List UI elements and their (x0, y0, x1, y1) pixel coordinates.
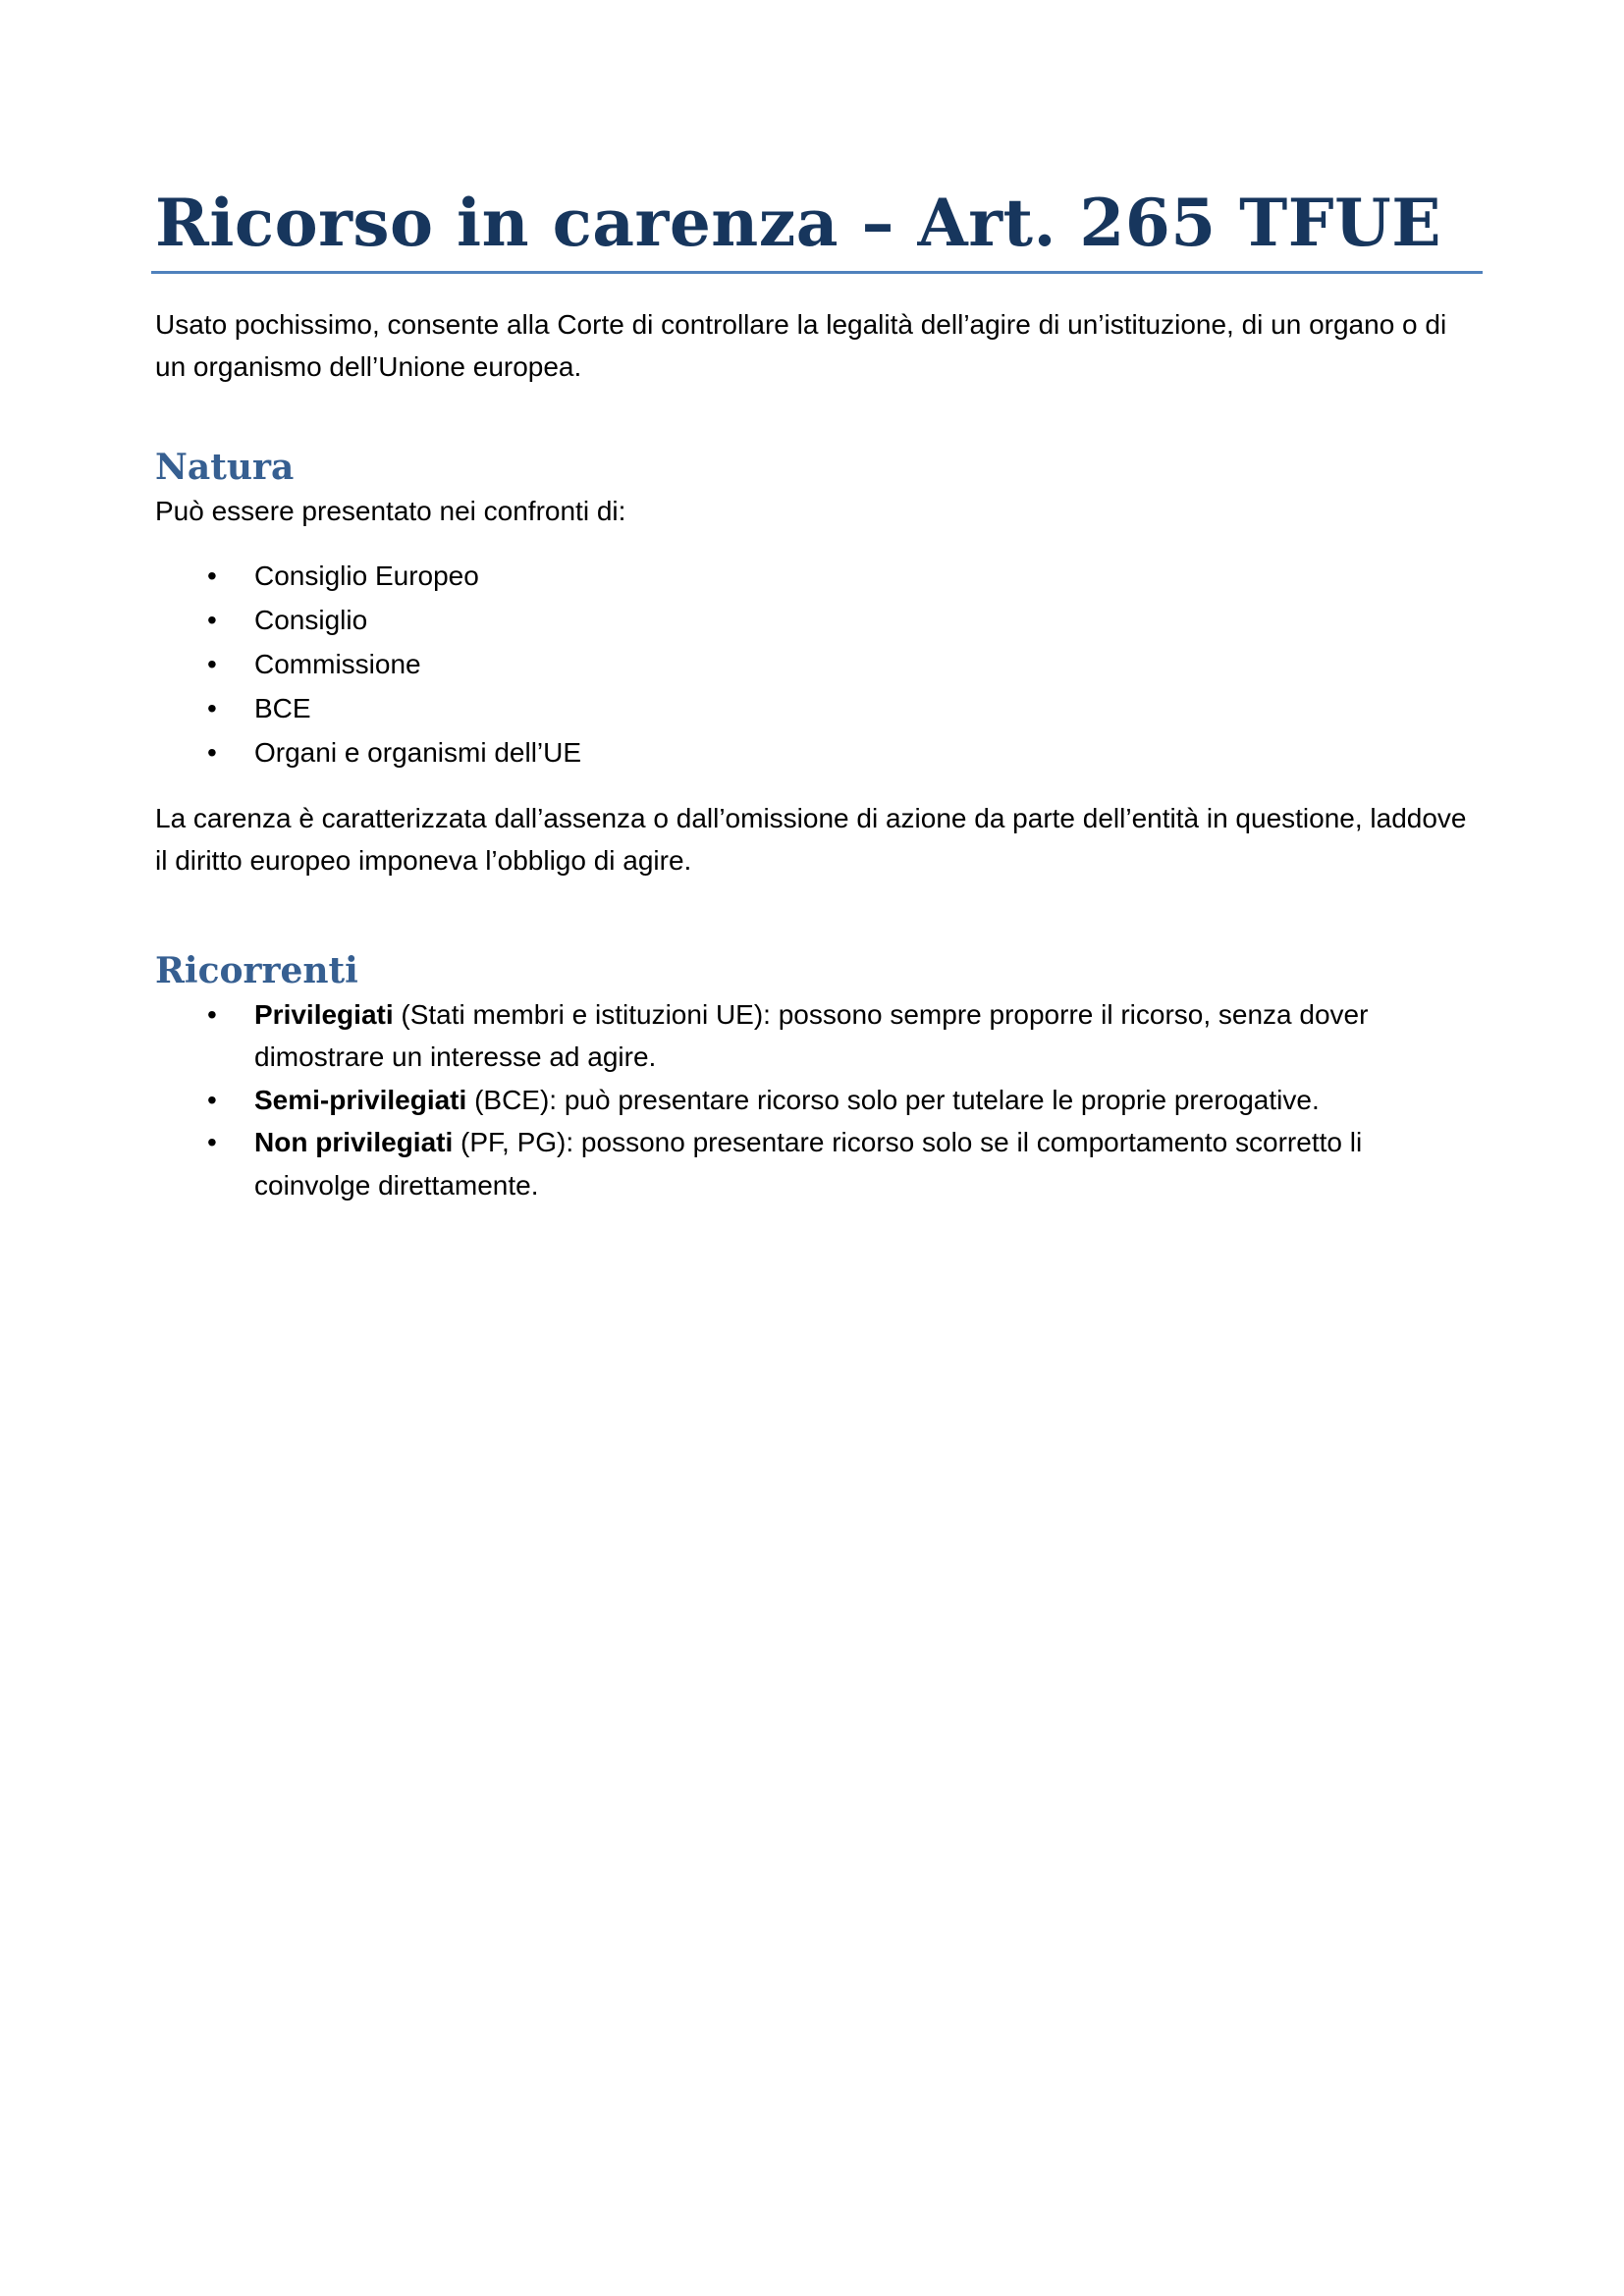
bullet-icon: • (207, 692, 217, 723)
list-item-text: Consiglio (254, 604, 368, 635)
bullet-icon: • (207, 560, 217, 591)
list-item (155, 993, 1481, 1079)
natura-closing-paragraph: La carenza è caratterizzata dall’assenza o dall’omissione di azione da parte dell’entità in questione, laddove il diritto europeo imponeva l’obbligo di agire. (155, 802, 1467, 876)
list-item (155, 1079, 1481, 1122)
list-item (155, 554, 1481, 598)
section-heading-ricorrenti: Ricorrenti (155, 949, 358, 991)
natura-lead-paragraph: Può essere presentato nei confronti di: (155, 495, 626, 526)
section-heading-natura: Natura (155, 446, 295, 488)
document-body (155, 187, 1481, 1206)
title-underline (151, 271, 1483, 274)
bullet-icon: • (207, 648, 217, 679)
list-item (155, 730, 1481, 774)
bullet-icon: • (207, 1127, 217, 1158)
list-item-text: (Stati membri e istituzioni UE): possono sempre proporre il ricorso, senza dover dimostrare un interesse ad agire. (254, 998, 1369, 1073)
list-item-text: BCE (254, 692, 311, 723)
list-item-text: Organi e organismi dell’UE (254, 736, 582, 768)
list-item-text: Consiglio Europeo (254, 560, 479, 591)
list-item (155, 686, 1481, 730)
list-item-term: Non privilegiati (254, 1127, 454, 1158)
list-item (155, 598, 1481, 642)
ricorrenti-list (155, 993, 1481, 1207)
list-item (155, 1121, 1481, 1206)
list-item (155, 642, 1481, 686)
page-title: Ricorso in carenza – Art. 265 TFUE (155, 185, 1441, 261)
list-item-text: Commissione (254, 648, 421, 679)
list-item-term: Privilegiati (254, 998, 394, 1030)
list-item-text: (BCE): può presentare ricorso solo per tutelare le proprie prerogative. (466, 1084, 1320, 1115)
list-item-text: (PF, PG): possono presentare ricorso solo se il comportamento scorretto li coinvolge direttamente. (254, 1127, 1363, 1201)
natura-list (155, 554, 1481, 774)
bullet-icon: • (207, 604, 217, 635)
bullet-icon: • (207, 998, 217, 1030)
intro-paragraph: Usato pochissimo, consente alla Corte di controllare la legalità dell’agire di un’istituzione, di un organo o di un organismo dell’Unione europea. (155, 308, 1447, 382)
bullet-icon: • (207, 1084, 217, 1115)
list-item-term: Semi-privilegiati (254, 1084, 467, 1115)
bullet-icon: • (207, 736, 217, 768)
